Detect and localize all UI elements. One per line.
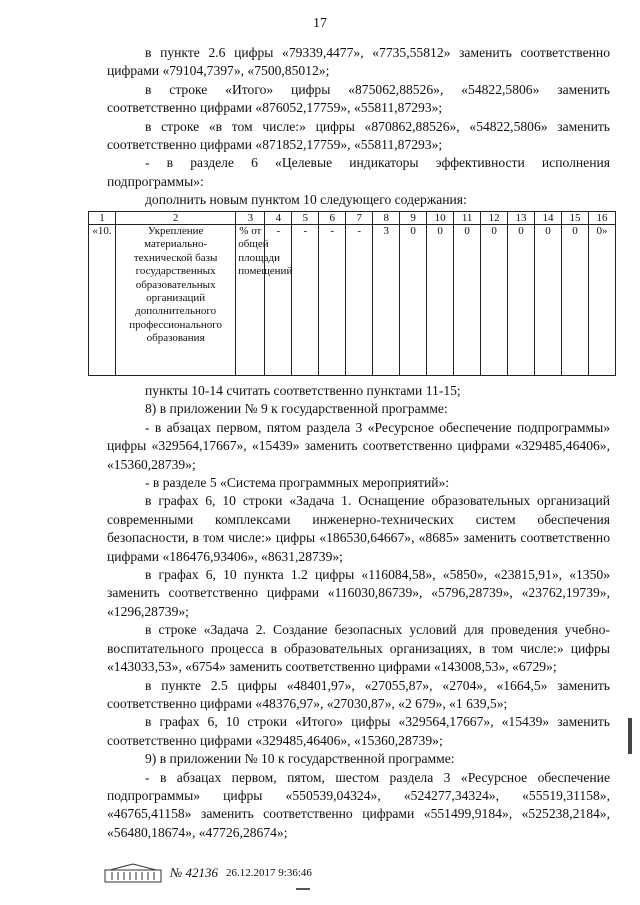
paragraph: в пункте 2.6 цифры «79339,4477», «7735,55812» заменить соответственно цифрами «79104,7397», «7500,85012»;: [107, 45, 610, 79]
table-cell: «10.: [89, 225, 116, 376]
table-row: [89, 225, 616, 376]
table-cell: -: [346, 225, 373, 376]
paragraph: 9) в приложении № 10 к государственной программе:: [145, 751, 455, 767]
doc-number: № 42136: [170, 865, 219, 880]
header-cell: 13: [508, 212, 535, 225]
header-cell: 11: [454, 212, 481, 225]
paragraph: - в абзацах первом, пятом, шестом раздела 3 «Ресурсное обеспечение подпрограммы» цифры «550539,04324», «524277,34324», «55519,31158», «46765,41158» заменить соответственно цифрами «551499,9184», «525238,2184», «56480,18674», «47726,28674»;: [107, 769, 610, 840]
paragraph: 8) в приложении № 9 к государственной программе:: [145, 401, 448, 417]
table-cell: 0: [508, 225, 535, 376]
page-number: 17: [313, 16, 327, 31]
header-cell: 8: [373, 212, 400, 225]
header-cell: 15: [562, 212, 589, 225]
paragraph: в строке «Итого» цифры «875062,88526», «54822,5806» заменить соответственно цифрами «876052,17759», «55811,87293»;: [107, 81, 610, 116]
table-cell: 0: [454, 225, 481, 376]
header-cell: 3: [236, 212, 265, 225]
table-cell: -: [265, 225, 292, 376]
paragraph: в строке «в том числе:» цифры «870862,88526», «54822,5806» заменить соответственно цифрами «871852,17759», «55811,87293»;: [107, 118, 610, 153]
paragraph: - в разделе 6 «Целевые индикаторы эффективности исполнения подпрограммы»:: [107, 155, 610, 189]
table-cell: % от общей площади помещений: [236, 225, 265, 376]
margin-scratch: [628, 718, 632, 754]
header-cell: 6: [319, 212, 346, 225]
paragraph: в строке «Задача 2. Создание безопасных условий для проведения учебно-воспитательного процесса в образовательных организациях, в том числе:» цифры «143033,53», «6754» заменить соответственно цифрами «143008,53», «6729»;: [107, 622, 610, 675]
paragraph: в графах 6, 10 пункта 1.2 цифры «116084,58», «5850», «23815,91», «1350» заменить соответственно цифрами «116030,86739», «5796,28739», «23762,19739», «1296,28739»;: [107, 567, 610, 619]
paragraph: в пункте 2.5 цифры «48401,97», «27055,87», «2704», «1664,5» заменить соответственно цифрами «48376,97», «27030,87», «2 679», «1 639,5»;: [107, 677, 610, 711]
paragraph: - в абзацах первом, пятом раздела 3 «Ресурсное обеспечение подпрограммы» цифры «329564,17667», «15439» заменить соответственно цифрами «329485,46406», «15360,28739»;: [107, 419, 610, 472]
table-header-row: [89, 212, 616, 225]
table-cell: 0: [427, 225, 454, 376]
paragraph: в графах 6, 10 строки «Задача 1. Оснащение образовательных организаций современными комплексами инженерно-технических систем обеспечения безопасности, в том числе:» цифры «186530,64667», «8685» заменить соответственно цифрами «186476,93406», «8631,28739»;: [107, 493, 610, 564]
table-cell: 3: [373, 225, 400, 376]
paragraph: дополнить новым пунктом 10 следующего содержания:: [145, 192, 467, 208]
building-stamp-icon: [104, 862, 162, 884]
header-cell: 10: [427, 212, 454, 225]
header-cell: 7: [346, 212, 373, 225]
dash-mark: [296, 888, 310, 890]
footer: [104, 862, 312, 884]
header-cell: 14: [535, 212, 562, 225]
header-cell: 4: [265, 212, 292, 225]
doc-timestamp: 26.12.2017 9:36:46: [226, 867, 312, 879]
table-cell: 0: [400, 225, 427, 376]
header-cell: 12: [481, 212, 508, 225]
table-cell: 0: [481, 225, 508, 376]
indicator-table: [88, 211, 616, 376]
table-cell: 0: [562, 225, 589, 376]
table-cell: -: [292, 225, 319, 376]
paragraph: - в разделе 5 «Система программных мероприятий»:: [145, 475, 450, 491]
table-cell: 0»: [588, 225, 615, 376]
header-cell: 16: [588, 212, 615, 225]
table-cell: 0: [535, 225, 562, 376]
header-cell: 2: [115, 212, 235, 225]
paragraph: пункты 10-14 считать соответственно пунктами 11-15;: [145, 383, 461, 398]
table-cell: Укрепление материально-технической базы государственных образовательных организаций дополнительного профессионального образования: [115, 225, 235, 376]
text-block-bottom: [107, 382, 610, 842]
header-cell: 9: [400, 212, 427, 225]
text-block-top: [107, 44, 610, 210]
table-cell: -: [319, 225, 346, 376]
paragraph: в графах 6, 10 строки «Итого» цифры «329564,17667», «15439» заменить соответственно цифрами «329485,46406», «15360,28739»;: [107, 714, 610, 748]
header-cell: 5: [292, 212, 319, 225]
header-cell: 1: [89, 212, 116, 225]
